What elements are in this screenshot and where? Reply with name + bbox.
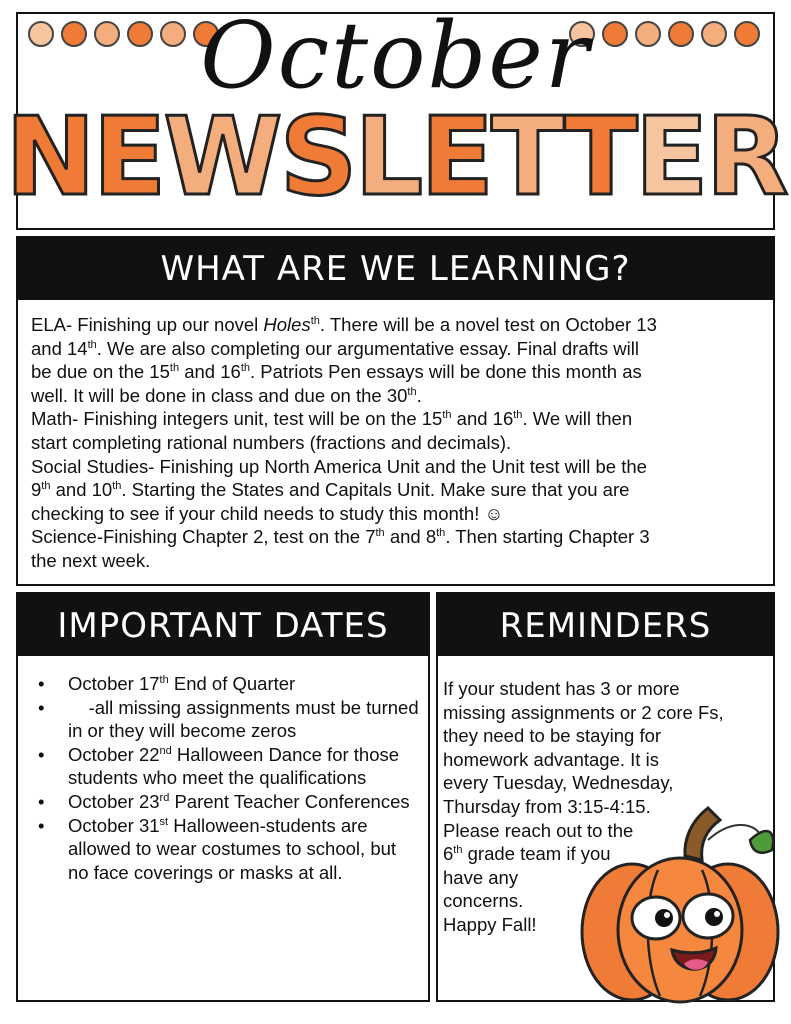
ordinal-suffix: st <box>159 815 169 828</box>
ordinal-suffix: th <box>310 314 320 327</box>
learning-line <box>31 502 771 526</box>
text-run: and 14 <box>31 337 88 359</box>
reminder-line <box>443 724 773 748</box>
title-letter: L <box>354 95 421 220</box>
text-run: October 22 <box>68 743 160 765</box>
ordinal-suffix: th <box>112 480 122 492</box>
text-run: . Then starting Chapter 3 <box>445 526 650 548</box>
learning-line <box>31 455 771 479</box>
title-newsletter <box>0 95 791 220</box>
title-letter: E <box>420 95 491 220</box>
learning-text <box>31 313 771 573</box>
pumpkin-icon <box>580 800 780 1005</box>
title-letter: R <box>705 95 786 220</box>
reminder-line <box>443 677 773 701</box>
text-run: Halloween Dance for those students who meet the qualifications <box>68 743 405 789</box>
ordinal-suffix: th <box>375 527 385 540</box>
ordinal-suffix: th <box>41 480 51 492</box>
title-letter: W <box>163 95 280 220</box>
text-run: Math- Finishing integers unit, test will be on the 15 <box>31 408 443 430</box>
title-letter: N <box>5 95 93 220</box>
ordinal-suffix: th <box>159 673 169 686</box>
learning-line <box>31 525 771 549</box>
title-letter: E <box>634 95 706 220</box>
text-run: be due on the 15 <box>31 361 170 383</box>
learning-line <box>31 313 771 337</box>
text-run: End of Quarter <box>168 673 296 694</box>
text-run: ELA- Finishing up our novel <box>31 314 264 335</box>
text-run: . There will be a novel test on October 13 <box>319 314 657 335</box>
text-run: If your student has 3 or more <box>443 678 680 699</box>
ordinal-suffix: th <box>407 385 417 398</box>
text-run: well. It will be done in class and due on the 30 <box>31 384 408 406</box>
date-item <box>20 696 424 743</box>
text-run: 6 <box>443 843 454 865</box>
learning-heading: WHAT ARE WE LEARNING? <box>18 238 773 300</box>
ordinal-suffix: th <box>442 409 452 422</box>
ordinal-suffix: rd <box>159 791 170 804</box>
text-run: and 16 <box>179 361 241 383</box>
text-run: -all missing assignments must be turned in or they will become zeros <box>68 696 424 742</box>
text-run: homework advantage. It is <box>443 748 659 770</box>
text-run: and 16 <box>451 408 514 430</box>
ordinal-suffix: th <box>513 409 523 422</box>
text-run: the next week. <box>31 549 151 571</box>
ordinal-suffix: th <box>436 527 446 540</box>
text-run: grade team if you <box>462 843 611 865</box>
text-run: and 10 <box>50 479 113 501</box>
reminder-line <box>443 771 773 795</box>
text-run: checking to see if your child needs to study this month! ☺ <box>31 502 504 524</box>
text-run: 9 <box>31 479 42 501</box>
title-letter: T <box>490 95 565 220</box>
text-run: concerns. <box>443 890 524 912</box>
ordinal-suffix: th <box>169 362 180 375</box>
date-item <box>20 790 420 814</box>
text-run: . <box>416 384 422 406</box>
text-run: . Patriots Pen essays will be done this month as <box>250 361 642 383</box>
text-run: October 31 <box>68 814 160 836</box>
text-run: have any <box>443 866 519 888</box>
text-run: start completing rational numbers (fractions and decimals). <box>31 431 512 453</box>
italic-title: Holes <box>263 314 311 335</box>
dates-heading: IMPORTANT DATES <box>18 594 428 656</box>
learning-line <box>31 360 771 384</box>
learning-line <box>31 384 771 408</box>
text-run: every Tuesday, Wednesday, <box>443 772 674 794</box>
learning-line <box>31 337 771 361</box>
dates-list <box>20 672 424 884</box>
ordinal-suffix: nd <box>159 744 172 757</box>
text-run: October 23 <box>68 790 160 812</box>
title-script: October <box>200 2 591 109</box>
title-letter: E <box>92 95 164 220</box>
title-letter: T <box>564 95 635 220</box>
text-run: Science-Finishing Chapter 2, test on the 7 <box>31 526 376 548</box>
text-run: they need to be staying for <box>443 725 662 747</box>
text-run: . We will then <box>522 408 633 430</box>
ordinal-suffix: th <box>453 844 463 856</box>
ordinal-suffix: th <box>240 362 250 375</box>
text-run: and 8 <box>384 526 437 548</box>
text-run: October 17 <box>68 673 160 694</box>
reminder-line <box>443 701 773 725</box>
date-item <box>20 814 420 885</box>
learning-line <box>31 549 771 573</box>
ordinal-suffix: th <box>87 338 97 351</box>
text-run: Happy Fall! <box>443 913 537 935</box>
text-run: Parent Teacher Conferences <box>169 790 410 812</box>
text-run: . Starting the States and Capitals Unit. Make sure that you are <box>121 479 630 501</box>
reminders-heading: REMINDERS <box>438 594 773 656</box>
date-item <box>20 743 420 790</box>
text-run: Social Studies- Finishing up North America Unit and the Unit test will be the <box>31 455 647 477</box>
text-run: . We are also completing our argumentative essay. Final drafts will <box>96 337 639 359</box>
reminder-line <box>443 748 773 772</box>
text-run: Thursday from 3:15-4:15. <box>443 795 651 817</box>
learning-line <box>31 431 771 455</box>
text-run: Please reach out to the <box>443 819 634 841</box>
learning-line <box>31 407 771 431</box>
text-run: Halloween-students are allowed to wear costumes to school, but no face coverings or masks at all. <box>68 814 402 883</box>
text-run: missing assignments or 2 core Fs, <box>443 701 724 723</box>
learning-line <box>31 478 771 502</box>
date-item <box>20 672 420 696</box>
title-letter: S <box>279 95 355 220</box>
